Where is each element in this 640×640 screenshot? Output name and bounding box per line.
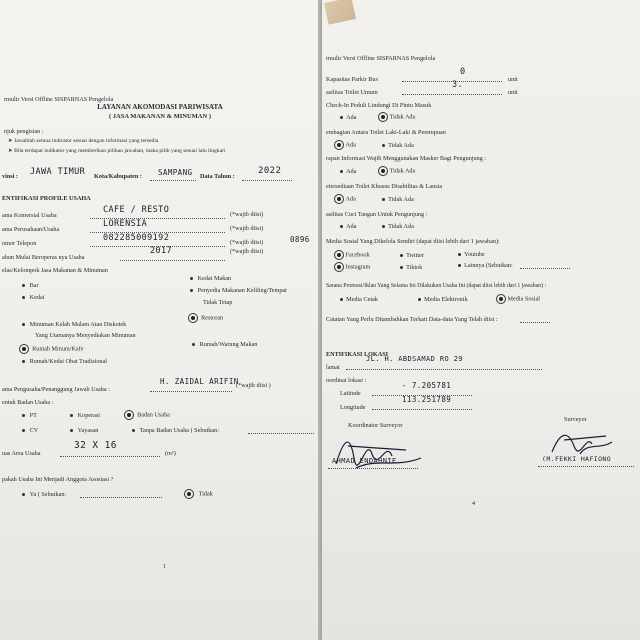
field-note: (*wajib diisi) [230, 248, 264, 255]
field-note: (*wajib diisi) [230, 211, 264, 218]
field-label-commercial-name: ama Komersial Usaha [2, 212, 57, 219]
answer-ada[interactable]: Ada [340, 223, 356, 230]
class-option-rumah-minum[interactable]: Rumah Minum/Kafe [19, 344, 83, 354]
answer-ada[interactable]: Ada [340, 114, 356, 121]
coordinator-signature [326, 428, 436, 473]
longitude-label: Longitude [340, 404, 366, 411]
entity-option-badan-usaha[interactable]: Badan Usaha [124, 410, 170, 420]
form-page-1 [0, 0, 318, 640]
area-value[interactable]: 32 X 16 [74, 440, 117, 451]
question-handwash: asilitas Cuci Tangan Untuk Pengunjung : [326, 211, 428, 218]
owner-value[interactable]: H. ZAIDAL ARIFIN [160, 377, 239, 386]
owner-label: ama Pengusaha/Penanggung Jawab Usaha : [2, 386, 110, 393]
answer-tidak-ada[interactable]: Tidak Ada [382, 196, 414, 203]
class-option-tidak-tetap: Tidak Tetap [203, 299, 233, 306]
answer-tiktok[interactable]: Tiktok [400, 264, 422, 271]
year-label: Data Tahun : [200, 173, 235, 180]
form-subtitle: ( JASA MAKANAN & MINUMAN ) [108, 113, 211, 120]
answer-media-elektronik[interactable]: Media Elektronik [418, 296, 468, 303]
city-value[interactable]: SAMPANG [158, 168, 193, 177]
public-toilet-label: asilitas Toilet Umum [326, 89, 378, 96]
surveyor-name: (M.FEKKI HAFIONO [542, 455, 612, 463]
question-peduli-lindungi: Check-In Peduli Lindungi Di Pintu Masuk [326, 102, 432, 109]
class-option-kedai-makan[interactable]: Kedai Makan [190, 275, 231, 282]
coordinates-label: oordinat lokasi : [326, 377, 367, 384]
latitude-label: Latitude [340, 390, 361, 397]
field-value-start-year[interactable]: 2017 [150, 246, 173, 256]
form-header: rmulir Versi Offline SISPARNAS Pengelola [326, 55, 436, 62]
answer-instagram[interactable]: Instagram [334, 262, 370, 272]
class-option-restoran[interactable]: Restoran [188, 313, 223, 323]
coordinator-name: AHMAD ENDAHNIE [332, 457, 397, 465]
answer-lainnya[interactable]: Lainnya (Sebutkan: [458, 262, 513, 269]
question-disability-toilet: etersediaan Toilet Khusus Disabilitas & Lansia [326, 183, 443, 190]
field-value-commercial-name[interactable]: CAFE / RESTO [103, 205, 170, 215]
field-note: (*wajib diisi) [230, 239, 264, 246]
question-toilet-separation: embagian Antara Toilet Laki-Laki & Perempuan [326, 129, 446, 136]
answer-tidak-ada[interactable]: Tidak Ada [378, 166, 415, 176]
answer-ada[interactable]: Ada [334, 140, 356, 150]
question-social-media: Media Sosial Yang Dikelola Sendiri (dapat diisi lebih dari 1 jawaban): [326, 238, 500, 245]
owner-note: (*wajib diisi ) [236, 382, 271, 389]
section-profile-heading: ENTIFIKASI PROFILE USAHA [2, 195, 91, 202]
entity-option-tanpa-badan[interactable]: Tanpa Badan Usaha ( Sebutkan: [132, 427, 219, 434]
answer-facebook[interactable]: Facebook [334, 250, 370, 260]
field-label-company-name: ama Perusahaan/Usaha [2, 226, 60, 233]
class-option-kedai[interactable]: Kedai [22, 294, 44, 301]
question-promotion: Sarana Promosi/Iklan Yang Selama Ini Dilakukan Usaha Ini (dapat diisi lebih dari 1 jawaban) : [326, 283, 547, 289]
answer-tidak-ada[interactable]: Tidak Ada [378, 112, 415, 122]
province-value[interactable]: JAWA TIMUR [30, 167, 86, 177]
class-option-minuman-malam[interactable]: Minuman Kelah Malam Atau Diskotek [22, 321, 126, 328]
field-value-phone-extra: 0896 [290, 235, 310, 244]
public-toilet-unit: unit [508, 89, 518, 96]
form-header: rmulir Versi Offline SISPARNAS Pengelola [4, 96, 114, 103]
class-option-penyedia-keliling[interactable]: Penyedia Makanan Keliling/Tempat [190, 287, 287, 294]
public-toilet-value[interactable]: 3. [452, 80, 464, 90]
answer-tidak-ada[interactable]: Tidak Ada [382, 142, 414, 149]
answer-media-cetak[interactable]: Media Cetak [340, 296, 378, 303]
answer-twitter[interactable]: Twitter [400, 252, 424, 259]
latitude-value[interactable]: - 7.205781 [402, 381, 452, 390]
address-value[interactable]: JL. H. ABDSAMAD RO 29 [366, 355, 463, 363]
field-note: (*wajib diisi) [230, 225, 264, 232]
bus-parking-label: Kapasitas Parkir Bus [326, 76, 378, 83]
field-value-company-name[interactable]: LORENSIA [103, 219, 148, 229]
bus-parking-unit: unit [508, 76, 518, 83]
province-label: vinsi : [2, 173, 18, 180]
class-option-utama-minuman: Yang Utamanya Menyediakan Minuman [35, 332, 136, 339]
answer-ada[interactable]: Ada [340, 168, 356, 175]
form-title: LAYANAN AKOMODASI PARIWISATA [97, 103, 223, 111]
entity-option-cv[interactable]: CV [22, 427, 38, 434]
association-option-no[interactable]: Tidak [184, 489, 213, 499]
class-option-rumah-warung[interactable]: Rumah/Warung Makan [192, 341, 257, 348]
section-location-heading: ENTIFIKASI LOKASI [326, 351, 389, 358]
field-label-phone: omor Telepon [2, 240, 37, 247]
page-number: 1 [163, 563, 167, 570]
area-unit: (m²) [165, 450, 176, 457]
instruction-1: ➤ Jawablah semua indicator sesuai dengan informasi yang tersedia [8, 138, 159, 144]
field-label-start-year: ahun Mulai Beroperas nya Usaha [2, 254, 85, 261]
answer-media-sosial[interactable]: Media Sosial [496, 294, 540, 304]
answer-youtube[interactable]: Youtube [458, 251, 485, 258]
question-mask-info: rapan Informasi Wajib Menggunakan Masker Bagi Pengunjung : [326, 155, 487, 162]
address-label: lamat [326, 364, 340, 371]
page-number: 4 [472, 500, 476, 507]
association-option-yes[interactable]: Ya ( Sebutkan: [22, 491, 66, 498]
city-label: Kota/Kabupaten : [94, 173, 142, 180]
answer-tidak-ada[interactable]: Tidak Ada [382, 223, 414, 230]
form-page-4 [322, 0, 640, 640]
instructions-heading: njuk pengisian : [4, 128, 44, 135]
class-option-kedai-obat[interactable]: Rumah/Kedai Obat Tradisional [22, 358, 107, 365]
entity-option-pt[interactable]: PT [22, 412, 37, 419]
year-value[interactable]: 2022 [258, 166, 282, 176]
association-label: pakah Usaha Ini Menjadi Anggota Asosiasi ? [2, 476, 114, 483]
class-label: elas/Kelompok Jasa Makanan & Minuman [2, 267, 108, 274]
instruction-2: ➤ Bila terdapat indikator yang memberikan pilihan jawaban, maka pilih yang sesuai lalu lingkari [8, 148, 226, 154]
area-label: uas Area Usaha [2, 450, 41, 457]
field-value-phone[interactable]: 082285009192 [103, 233, 170, 243]
bus-parking-value[interactable]: 0 [460, 67, 466, 77]
longitude-value[interactable]: 113.251789 [402, 395, 452, 404]
entity-option-yayasan[interactable]: Yayasan [70, 427, 98, 434]
coordinator-label: Koordinator Surveyor [348, 422, 403, 429]
surveyor-label: Surveyor [564, 416, 587, 423]
entity-label: entuk Badan Usaha : [2, 399, 54, 406]
entity-option-koperasi[interactable]: Koperasi [70, 412, 100, 419]
class-option-bar[interactable]: Bar [22, 282, 39, 289]
answer-ada[interactable]: Ada [334, 194, 356, 204]
notes-label: Catatan Yang Perlu Ditambahkan Terkait Data-data Yang Telah diisi : [326, 316, 498, 323]
